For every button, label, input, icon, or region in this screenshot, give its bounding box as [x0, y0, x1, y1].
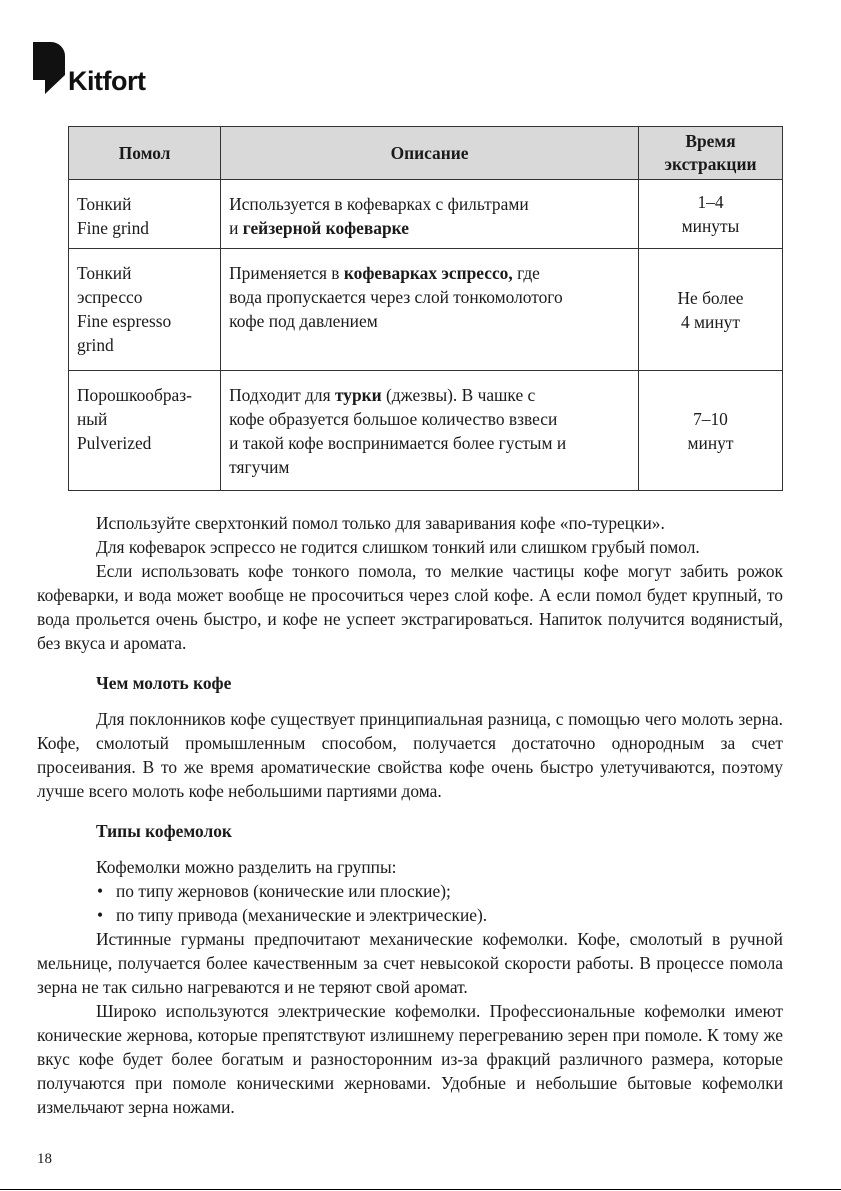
paragraph: Широко используются электрические кофемолки. Профессиональные кофемолки имеют конические жернова, которые препятствуют излишнему перегреванию зерен при помоле. К тому же вкус кофе будет более богатым и разносторонним из-за фракций различного размера, которые получаются при помоле коническими жерновами. Удобные и небольшие бытовые кофемолки измельчают зерна ножами. [37, 1001, 783, 1117]
description-cell [221, 180, 639, 249]
page-number: 18 [37, 1151, 52, 1167]
header-extraction-time-text: Время экстракции [664, 131, 757, 174]
paragraph: Используйте сверхтонкий помол только для заваривания кофе «по-турецки». [96, 513, 665, 533]
header-description: Описание [221, 127, 639, 180]
grind-table [68, 126, 783, 491]
grind-text: Pulverized [77, 433, 152, 453]
description-text: тягучим [229, 457, 290, 477]
grind-text: эспрессо [77, 287, 143, 307]
extraction-time-cell [638, 249, 782, 371]
bullet-list [37, 879, 783, 927]
table-row [69, 180, 783, 249]
section-heading: Чем молоть кофе [96, 673, 232, 693]
section-heading: Типы кофемолок [96, 821, 232, 841]
paragraph: Для поклонников кофе существует принципиальная разница, с помощью чего молоть зерна. Кофе, смолотый промышленным способом, получается достаточно однородным за счет просеивания. В то же время ароматические свойства кофе очень быстро улетучиваются, поэтому лучше всего молоть кофе небольшими партиями дома. [37, 709, 783, 801]
description-text: Применяется в [229, 263, 344, 283]
brand-name: Kitfort [68, 66, 146, 96]
header-extraction-time [638, 127, 782, 180]
description-cell [221, 249, 639, 371]
grind-text: Тонкий [77, 194, 132, 214]
table-row [69, 371, 783, 491]
kitfort-logo-icon [33, 42, 65, 94]
brand-logo [33, 42, 145, 94]
description-text: и такой кофе воспринимается более густым и [229, 433, 567, 453]
extraction-time-cell [638, 180, 782, 249]
grind-text: Fine grind [77, 218, 149, 238]
grind-cell [69, 249, 221, 371]
table-header-row [69, 127, 783, 180]
description-text: (джезвы). В чашке с [381, 385, 536, 405]
extraction-time-text: 4 минут [681, 311, 740, 332]
paragraph: Для кофеварок эспрессо не годится слишком тонкий или слишком грубый помол. [96, 537, 700, 557]
paragraph: Истинные гурманы предпочитают механические кофемолки. Кофе, смолотый в ручной мельнице, получается более качественным за счет невысокой скорости работы. В процессе помола зерна не так сильно нагреваются и не теряют свой аромат. [37, 929, 783, 997]
description-text: кофе образуется большое количество взвеси [229, 409, 558, 429]
extraction-time-text: 7–10 [693, 408, 728, 429]
description-emphasis: кофеварках эспрессо, [343, 263, 513, 283]
header-grind: Помол [69, 127, 221, 180]
description-text: Подходит для [229, 385, 335, 405]
grind-text: ный [77, 409, 108, 429]
description-cell [221, 371, 639, 491]
list-item: • по типу привода (механические и электрические). [96, 903, 783, 927]
grind-text: Fine espresso [77, 311, 172, 331]
description-emphasis: турки [334, 385, 382, 405]
extraction-time-text: минут [687, 432, 734, 453]
description-text: Используется в кофеварках с фильтрами [229, 194, 529, 214]
description-text: где [512, 263, 540, 283]
paragraph: Кофемолки можно разделить на группы: [96, 857, 397, 877]
description-text: кофе под давлением [229, 311, 378, 331]
grind-cell [69, 180, 221, 249]
grind-text: Тонкий [77, 263, 132, 283]
grind-text: Порошкообраз- [77, 385, 192, 405]
list-item: • по типу жерновов (конические или плоские); [96, 879, 783, 903]
paragraph: Если использовать кофе тонкого помола, то мелкие частицы кофе могут забить рожок кофеварки, и вода может вообще не просочиться через слой кофе. А если помол будет крупный, то вода прольется очень быстро, и кофе не успеет экстрагироваться. Напиток получится водянистый, без вкуса и аромата. [37, 561, 783, 653]
extraction-time-text: Не более [677, 287, 744, 308]
grind-cell [69, 371, 221, 491]
bottom-rule [0, 1189, 841, 1190]
body-text [37, 511, 783, 1119]
extraction-time-text: минуты [681, 216, 740, 236]
extraction-time-cell [638, 371, 782, 491]
description-text: вода пропускается через слой тонкомолотого [229, 287, 563, 307]
description-emphasis: гейзерной кофеварке [242, 218, 409, 238]
description-text: и [229, 218, 243, 238]
table-row [69, 249, 783, 371]
grind-text: grind [77, 335, 114, 355]
extraction-time-text: 1–4 [697, 192, 724, 212]
